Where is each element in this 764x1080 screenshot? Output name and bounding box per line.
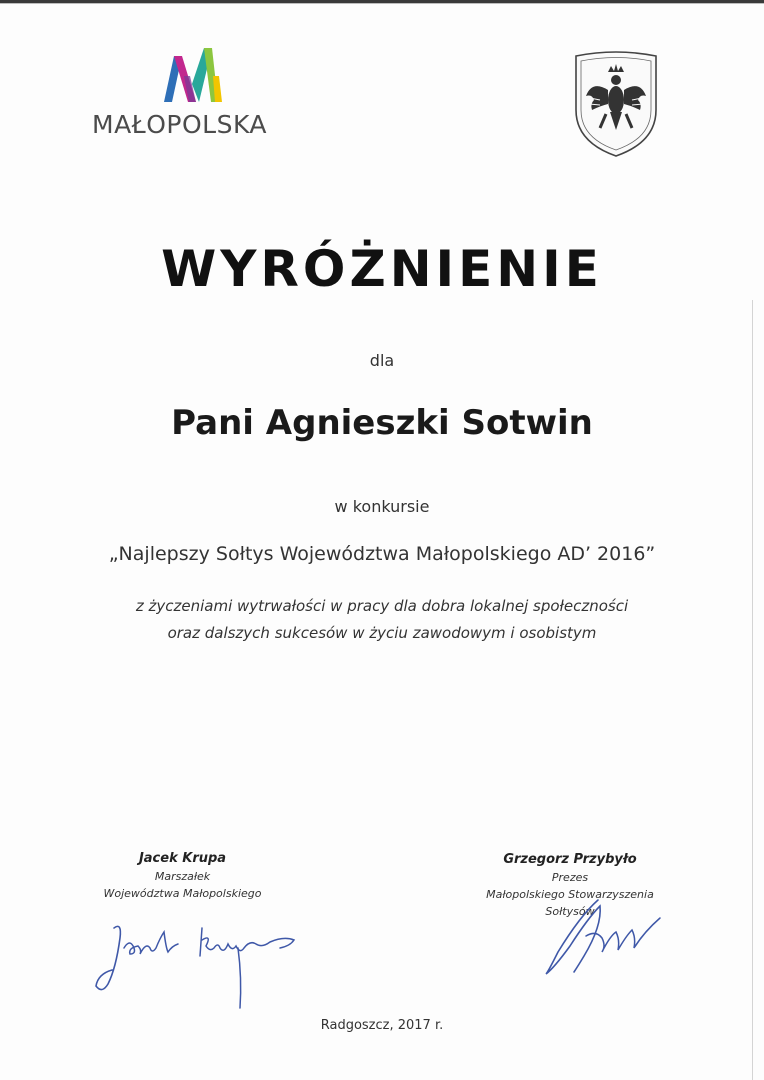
signatory-name: Grzegorz Przybyło [503, 852, 637, 867]
signatory-role-line: Województwa Małopolskiego [103, 887, 262, 900]
certificate-title: WYRÓŻNIENIE [161, 240, 603, 298]
signatory-role-line: Małopolskiego Stowarzyszenia [486, 888, 654, 901]
contest-label: w konkursie [334, 497, 430, 516]
logo-text: MAŁOPOLSKA [92, 110, 268, 139]
malopolska-logo [92, 46, 292, 141]
top-border-shadow [0, 3, 764, 4]
for-label: dla [369, 351, 395, 370]
signatory-role-line: Prezes [551, 871, 589, 884]
wishes-line-2: oraz dalszych sukcesów w życiu zawodowym i osobistym [167, 624, 597, 642]
signatory-role-line: Marszałek [154, 870, 211, 883]
handwritten-signature-right [540, 896, 670, 980]
contest-name: „Najlepszy Sołtys Województwa Małopolskiego AD’ 2016” [108, 543, 656, 565]
signatory-left [80, 850, 285, 902]
wishes-line-1: z życzeniami wytrwałości w pracy dla dobra lokalnej społeczności [135, 597, 629, 615]
malopolska-m-icon [162, 46, 224, 102]
signatory-name: Jacek Krupa [138, 851, 227, 866]
polish-eagle-coat-of-arms-icon [570, 50, 662, 160]
signatory-role-line: Sołtysów [545, 905, 595, 918]
recipient-name: Pani Agnieszki Sotwin [171, 403, 593, 443]
place-and-date: Radgoszcz, 2017 r. [320, 1018, 444, 1033]
handwritten-signature-left [94, 918, 304, 1014]
